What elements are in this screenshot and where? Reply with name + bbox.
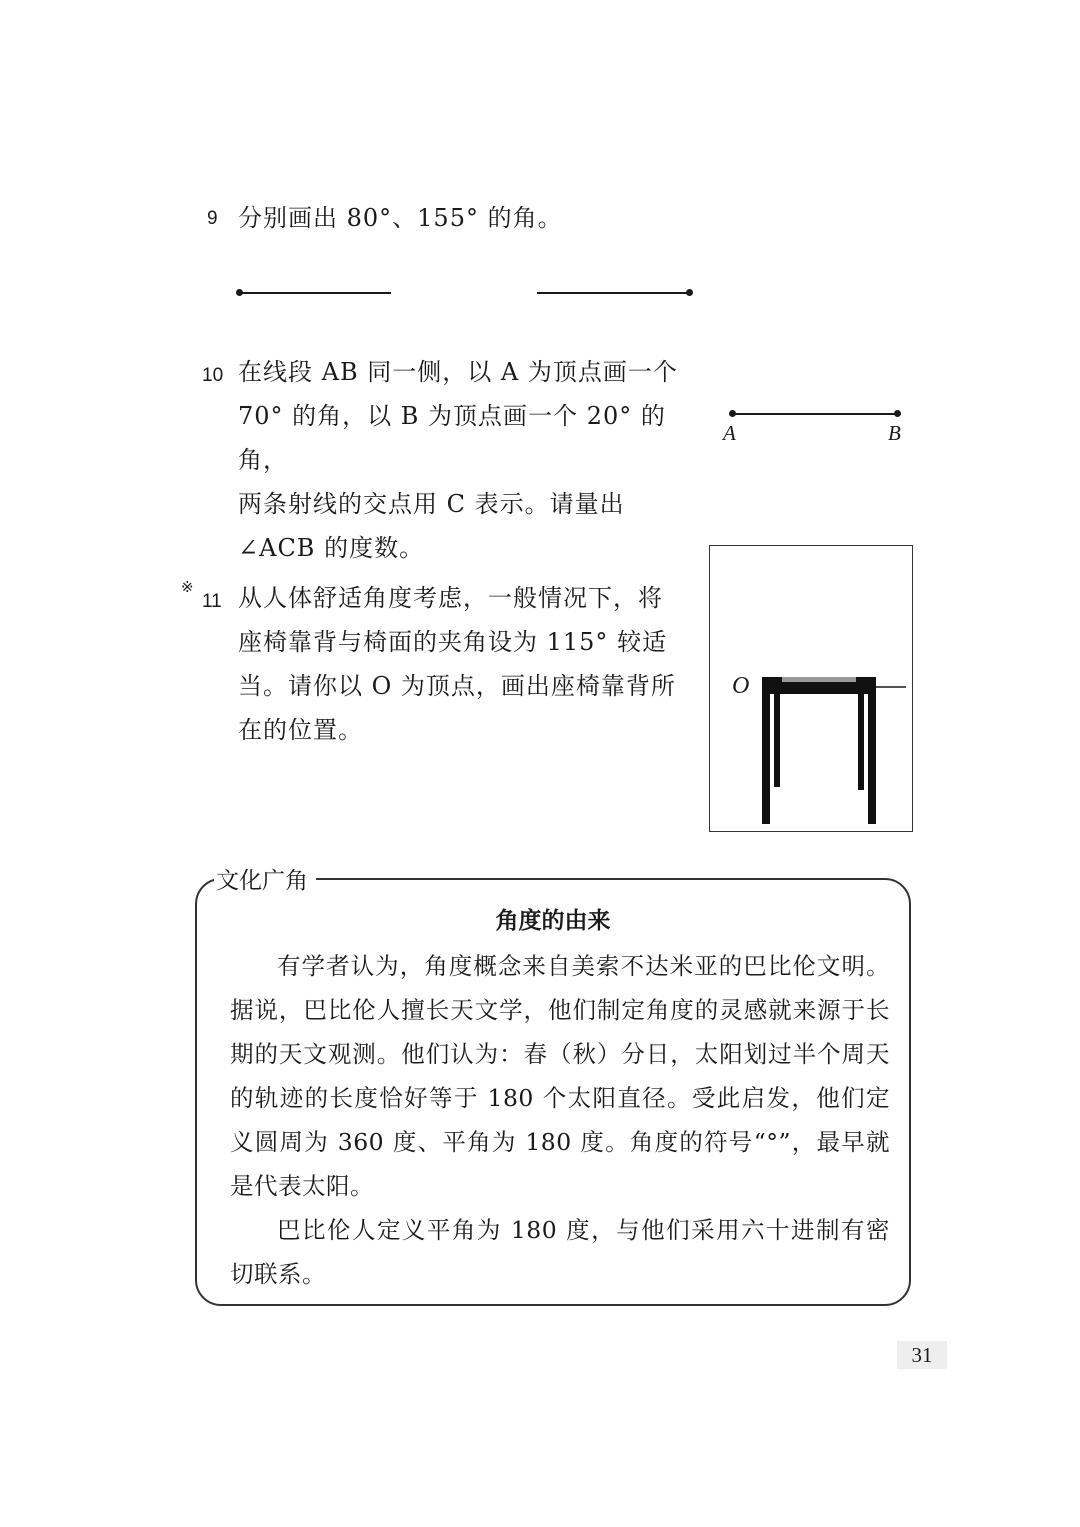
q9-ray-2-vertex	[686, 289, 693, 296]
question-11-number: 11	[202, 591, 222, 612]
question-11-text	[238, 576, 698, 752]
q9-ray-1-line	[239, 292, 391, 294]
question-10-line: 70° 的角，以 B 为顶点画一个 20° 的角，	[238, 402, 666, 474]
question-10-line: 在线段 AB 同一侧，以 A 为顶点画一个	[238, 358, 678, 386]
culture-tab-label: 文化广角	[214, 862, 316, 895]
question-11-line: 当。请你以 O 为顶点，画出座椅靠背所	[238, 672, 676, 700]
question-10-number: 10	[202, 365, 224, 386]
chair-figure	[709, 545, 913, 832]
question-10-line: ∠ACB 的度数。	[238, 534, 425, 562]
point-b-dot	[894, 410, 901, 417]
question-11-line: 在的位置。	[238, 716, 363, 744]
q9-ray-2-line	[537, 292, 689, 294]
point-a-label: A	[723, 421, 736, 445]
page-number: 31	[897, 1341, 947, 1369]
question-9-text: 分别画出 80°、155° 的角。	[238, 204, 563, 232]
point-b-label: B	[888, 421, 901, 445]
point-o-label: O	[732, 673, 750, 699]
culture-paragraph: 巴比伦人定义平角为 180 度，与他们采用六十进制有密切联系。	[230, 1216, 890, 1288]
question-11-line: 从人体舒适角度考虑，一般情况下，将	[238, 584, 663, 612]
question-11-mark: ※	[181, 578, 194, 596]
segment-ab-line	[732, 413, 898, 415]
question-9-number: 9	[207, 208, 218, 229]
question-10-text	[238, 350, 688, 570]
culture-title: 角度的由来	[495, 908, 611, 934]
question-10-line: 两条射线的交点用 C 表示。请量出	[238, 490, 625, 518]
culture-paragraph: 有学者认为，角度概念来自美索不达米亚的巴比伦文明。据说，巴比伦人擅长天文学，他们制定角度的灵感就来源于长期的天文观测。他们认为：春（秋）分日，太阳划过半个周天的轨迹的长度恰好等于 180 个太阳直径。受此启发，他们定义圆周为 360 度、平角为 180 度。角度的符号“°”，最早就是代表太阳。	[230, 952, 890, 1200]
question-11-line: 座椅靠背与椅面的夹角设为 115° 较适	[238, 628, 668, 656]
culture-body	[230, 944, 890, 1296]
